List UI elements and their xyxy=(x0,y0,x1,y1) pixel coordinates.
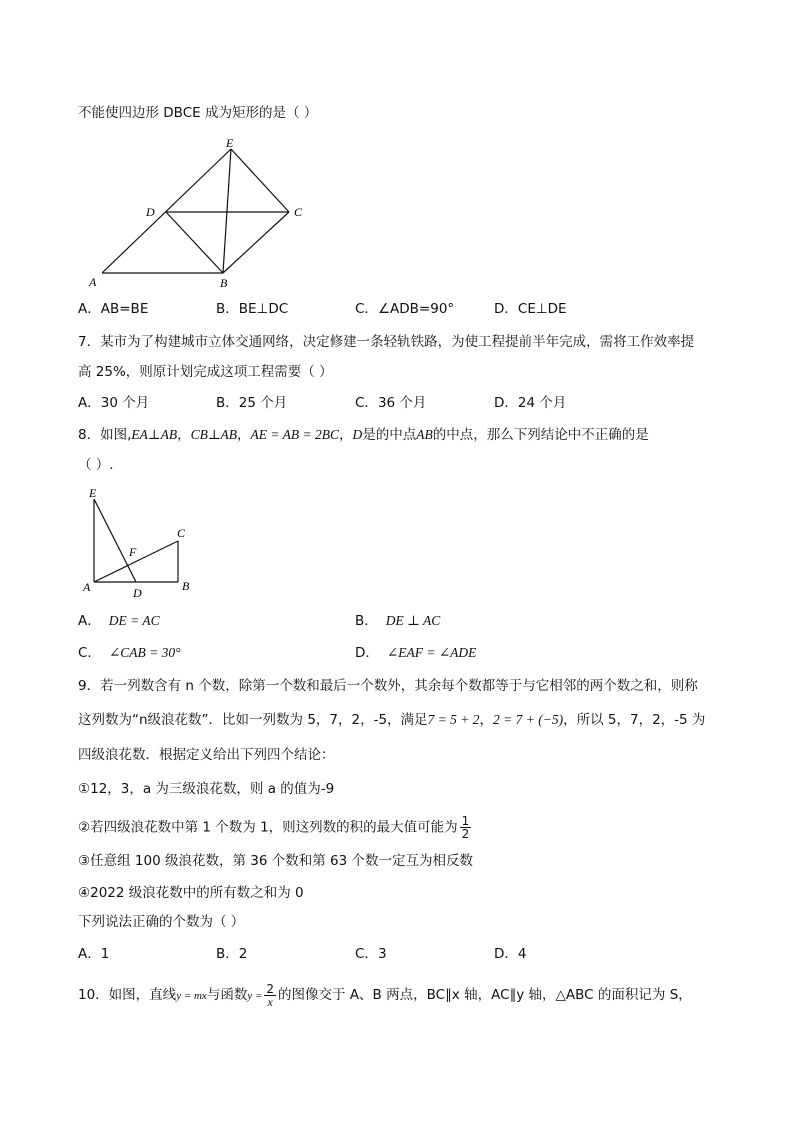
fraction-denominator: x xyxy=(267,994,273,1009)
q8-line-2: （ ）. xyxy=(78,457,114,473)
option-text: DE = AC xyxy=(108,613,160,628)
q8-option-c[interactable] xyxy=(78,644,181,662)
option-text: 30 个月 xyxy=(100,395,150,411)
q8-var-ab: AB xyxy=(416,427,433,442)
q8-label-D: D xyxy=(133,586,142,600)
option-key: C． xyxy=(78,645,101,661)
q9-statement-2-text: ②若四级浪花数中第 1 个数为 1，则这列数的积的最大值可能为 xyxy=(78,819,458,836)
q9-eq-2: 2 = 7 + (−5) xyxy=(493,712,564,727)
option-text: BE⊥DC xyxy=(238,301,289,317)
q10-y-eq: y = xyxy=(247,990,263,1002)
option-text: DE ⊥ AC xyxy=(385,613,441,628)
q8-option-b[interactable] xyxy=(355,612,440,630)
q6-stem: 不能使四边形 DBCE 成为矩形的是（ ） xyxy=(78,105,318,121)
option-key: B． xyxy=(355,613,378,629)
option-text: ∠ADB=90° xyxy=(377,301,455,317)
q10-suffix: 的图像交于 A、B 两点，BC∥x 轴，AC∥y 轴，△ABC 的面积记为 S， xyxy=(278,987,692,1003)
option-text: 24 个月 xyxy=(517,395,567,411)
option-text: AB=BE xyxy=(100,301,149,317)
q8-suffix: 的中点，那么下列结论中不正确的是 xyxy=(432,427,649,443)
q8-option-d[interactable] xyxy=(355,644,476,662)
q6-label-A: A xyxy=(89,275,97,289)
q9-option-b[interactable] xyxy=(216,945,247,963)
q8-sep: ， xyxy=(237,427,251,443)
q7-line-1: 7．某市为了构建城市立体交通网络，决定修建一条轻轨铁路，为使工程提前半年完成，需将工作效率提 xyxy=(78,334,695,350)
option-key: A． xyxy=(78,613,101,629)
q8-label-F: F xyxy=(129,545,137,559)
q8-cond-ea-perp-ab: EA⊥AB xyxy=(131,427,178,442)
q10-eq-line: y = mx xyxy=(176,990,207,1002)
option-text: 4 xyxy=(517,946,527,962)
q9-fraction-one-half xyxy=(460,815,472,840)
q8-cond-cb-perp-ab: CB⊥AB xyxy=(190,427,238,442)
q9-line-2-text: 这列数为“n级浪花数”．比如一列数为 5，7，2，-5，满足 xyxy=(78,712,428,728)
q9-option-d[interactable] xyxy=(494,945,527,963)
q9-eq-1: 7 = 5 + 2 xyxy=(427,712,480,727)
q9-option-c[interactable] xyxy=(355,945,387,963)
option-text: 3 xyxy=(377,946,387,962)
option-key: B． xyxy=(216,946,239,962)
option-key: C． xyxy=(355,946,378,962)
q8-label-B: B xyxy=(182,579,190,593)
fraction-denominator: 2 xyxy=(461,827,470,841)
q9-ask: 下列说法正确的个数为（ ） xyxy=(78,914,245,930)
q6-label-C: C xyxy=(294,205,303,219)
option-text: ∠EAF = ∠ADE xyxy=(386,645,477,660)
q9-statement-1: ①12，3，a 为三级浪花数，则 a 的值为-9 xyxy=(78,781,335,797)
q8-option-a[interactable] xyxy=(78,612,160,630)
option-text: CE⊥DE xyxy=(517,301,567,317)
q9-statement-4: ④2022 级浪花数中的所有数之和为 0 xyxy=(78,885,304,901)
q10-line-1 xyxy=(78,982,692,1009)
option-key: D． xyxy=(494,946,518,962)
option-key: B． xyxy=(216,301,239,317)
q8-var-d: D xyxy=(352,427,363,442)
q9-line-3: 四级浪花数．根据定义给出下列四个结论： xyxy=(78,747,335,763)
q9-line-2 xyxy=(78,711,705,729)
q8-label-E: E xyxy=(89,486,97,500)
q8-label-C: C xyxy=(177,526,186,540)
q9-line-2-tail: ，所以 5，7，2，-5 为 xyxy=(563,712,706,728)
q8-mid: 是的中点 xyxy=(362,427,417,443)
q8-sep: ， xyxy=(339,427,353,443)
option-text: 2 xyxy=(238,946,248,962)
q9-statement-2 xyxy=(78,815,473,840)
option-text: 36 个月 xyxy=(377,395,427,411)
q8-label-A: A xyxy=(83,580,91,594)
option-text: 25 个月 xyxy=(238,395,288,411)
q8-sep: ， xyxy=(177,427,191,443)
q9-line-1: 9．若一列数含有 n 个数，除第一个数和最后一个数外，其余每个数都等于与它相邻的两个数之和，则称 xyxy=(78,678,698,694)
q7-line-2: 高 25%，则原计划完成这项工程需要（ ） xyxy=(78,364,333,380)
fraction-numerator: 1 xyxy=(461,814,470,828)
option-key: A． xyxy=(78,946,101,962)
q6-label-D: D xyxy=(146,205,155,219)
option-key: A． xyxy=(78,301,101,317)
q9-sep: ， xyxy=(479,712,494,728)
option-key: C． xyxy=(355,301,378,317)
option-key: D． xyxy=(355,645,379,661)
q8-prefix: 8．如图, xyxy=(78,427,132,443)
q9-option-a[interactable] xyxy=(78,945,109,963)
fraction-numerator: 2 xyxy=(266,981,275,996)
q10-prefix: 10．如图，直线 xyxy=(78,987,177,1003)
option-key: C． xyxy=(355,395,378,411)
option-key: D． xyxy=(494,395,518,411)
option-text: 1 xyxy=(100,946,110,962)
option-key: A． xyxy=(78,395,101,411)
q6-label-E: E xyxy=(226,136,234,150)
q9-statement-3: ③任意组 100 级浪花数，第 36 个数和第 63 个数一定互为相反数 xyxy=(78,853,473,869)
q8-seg-ED xyxy=(94,499,136,582)
q10-fraction-2-over-x xyxy=(264,983,276,1008)
option-key: B． xyxy=(216,395,239,411)
q6-label-B: B xyxy=(220,276,228,290)
option-text: ∠CAB = 30° xyxy=(108,645,181,660)
option-key: D． xyxy=(494,301,518,317)
q8-cond-ae-ab-2bc: AE = AB = 2BC xyxy=(250,427,339,442)
q10-mid: 与函数 xyxy=(206,987,248,1003)
